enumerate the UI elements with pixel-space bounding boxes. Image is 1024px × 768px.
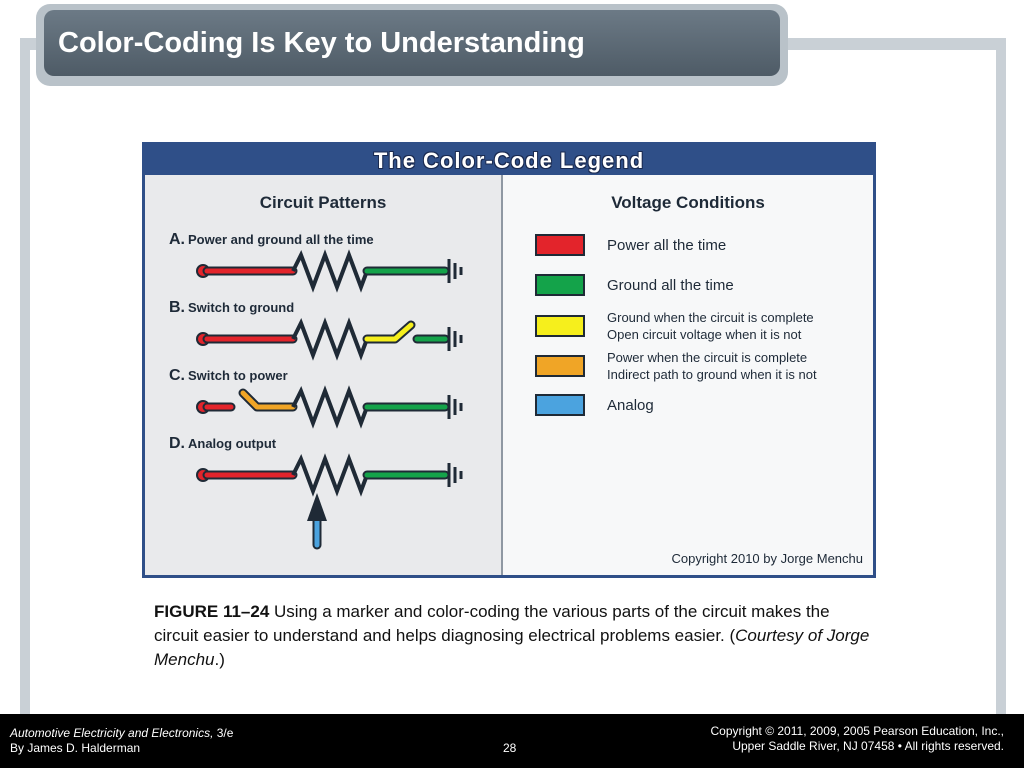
- footer-edition: 3/e: [213, 726, 234, 740]
- figure-caption: [154, 600, 874, 672]
- caption-end: .): [214, 650, 225, 669]
- circuit-c: [197, 391, 461, 423]
- pattern-b-letter: B.: [169, 299, 185, 316]
- circuit-a-ground-icon: [449, 259, 461, 283]
- circuit-a-resistor-icon: [293, 255, 367, 287]
- footer-book-title: Automotive Electricity and Electronics,: [10, 726, 214, 740]
- slide-frame-left: [20, 38, 30, 714]
- title-bar: [36, 4, 788, 86]
- swatch-orange: [535, 355, 585, 377]
- condition-yellow-line2: Open circuit voltage when it is not: [607, 327, 802, 342]
- figure-body: [145, 175, 873, 575]
- circuit-patterns-drawing: [145, 175, 501, 575]
- condition-power-all-time: Power all the time: [607, 237, 727, 254]
- condition-orange-line2: Indirect path to ground when it is not: [607, 367, 817, 382]
- pattern-c-letter: C.: [169, 367, 185, 384]
- pattern-d-text: Analog output: [188, 436, 277, 451]
- circuit-c-ground-icon: [449, 395, 461, 419]
- swatch-red: [535, 234, 585, 256]
- footer-copyright: [711, 724, 1004, 754]
- page-number: 28: [503, 741, 517, 755]
- circuit-d-resistor-icon: [293, 459, 367, 491]
- caption-credit: Courtesy of Jorge Menchu: [154, 626, 870, 669]
- footer-bar: [0, 714, 1024, 768]
- footer-copyright-line1: Copyright © 2011, 2009, 2005 Pearson Education, Inc.,: [710, 724, 1004, 738]
- pattern-a-letter: A.: [169, 231, 185, 248]
- condition-ground-when-complete: [607, 309, 814, 343]
- pattern-d-letter: D.: [169, 435, 185, 452]
- circuit-patterns-panel: [145, 175, 503, 575]
- voltage-conditions-panel: [503, 175, 873, 575]
- pattern-b-text: Switch to ground: [188, 300, 295, 315]
- condition-ground-all-time: Ground all the time: [607, 277, 734, 294]
- circuit-c-resistor-icon: [293, 391, 367, 423]
- condition-power-when-complete: [607, 349, 817, 383]
- color-code-legend-figure: [142, 142, 876, 578]
- title-bar-inner: [44, 10, 780, 76]
- circuit-patterns-heading: Circuit Patterns: [259, 193, 387, 212]
- footer-book-info: [10, 726, 233, 756]
- circuit-d-ground-icon: [449, 463, 461, 487]
- footer-copyright-line2: Upper Saddle River, NJ 07458 • All rights reserved.: [732, 739, 1004, 753]
- circuit-d: [197, 459, 461, 545]
- circuit-a: [197, 255, 461, 287]
- pattern-a-text: Power and ground all the time: [188, 232, 374, 247]
- caption-text: Using a marker and color-coding the various parts of the circuit makes the circuit easier to understand and helps diagnosing electrical problems easier. (: [154, 602, 830, 645]
- circuit-b-ground-icon: [449, 327, 461, 351]
- caption-figure-number: FIGURE 11–24: [154, 602, 270, 621]
- figure-header: The Color-Code Legend: [145, 145, 873, 175]
- figure-copyright: Copyright 2010 by Jorge Menchu: [671, 551, 863, 566]
- voltage-conditions-heading: Voltage Conditions: [611, 193, 765, 212]
- condition-analog: Analog: [607, 397, 654, 414]
- slide-frame-right: [996, 38, 1006, 714]
- swatch-yellow: [535, 315, 585, 337]
- circuit-b: [197, 323, 461, 355]
- condition-orange-line1: Power when the circuit is complete: [607, 350, 808, 365]
- circuit-b-resistor-icon: [293, 323, 367, 355]
- circuit-d-arrow-icon: [307, 493, 327, 521]
- condition-yellow-line1: Ground when the circuit is complete: [607, 310, 814, 325]
- pattern-c-text: Switch to power: [188, 368, 288, 383]
- swatch-green: [535, 274, 585, 296]
- slide-title: Color-Coding Is Key to Understanding: [58, 26, 585, 59]
- footer-author: By James D. Halderman: [10, 741, 141, 755]
- swatch-blue: [535, 394, 585, 416]
